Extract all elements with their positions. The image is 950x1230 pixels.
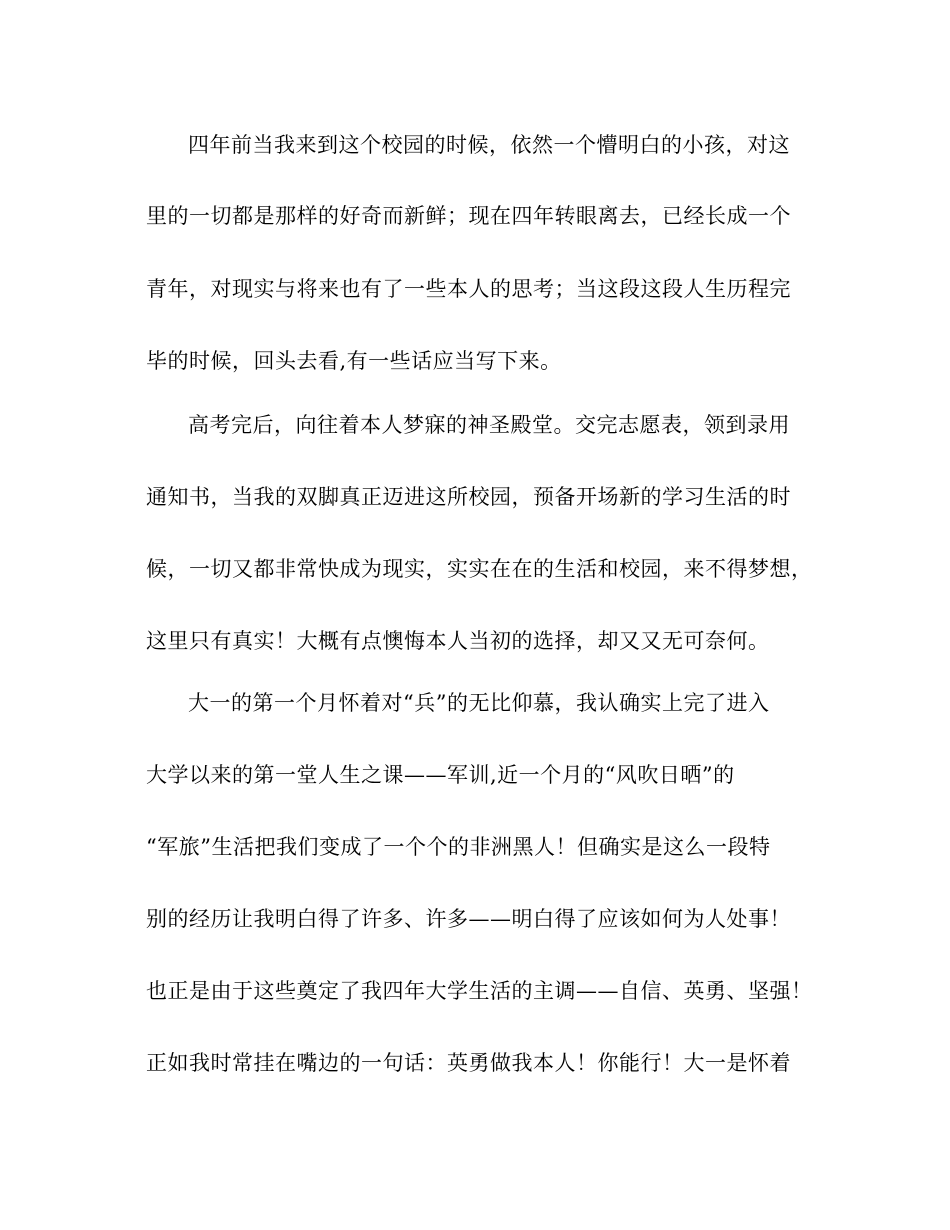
paragraph-1-line-3: 青年，对现实与将来也有了一些本人的思考；当这段这段人生历程完 xyxy=(146,277,791,301)
paragraph-2-line-1: 高考完后，向往着本人梦寐的神圣殿堂。交完志愿表，领到录用 xyxy=(188,413,790,437)
paragraph-3-line-6: 正如我时常挂在嘴边的一句话：英勇做我本人！你能行！大一是怀着 xyxy=(146,1051,791,1075)
paragraph-3-line-5: 也正是由于这些奠定了我四年大学生活的主调——自信、英勇、坚强！ xyxy=(146,979,813,1003)
paragraph-1-line-1: 四年前当我来到这个校园的时候，依然一个懵明白的小孩，对这 xyxy=(188,133,790,157)
paragraph-3-line-2: 大学以来的第一堂人生之课——军训,近一个月的“风吹日晒”的 xyxy=(146,763,735,787)
paragraph-3-line-3: “军旅”生活把我们变成了一个个的非洲黑人！但确实是这么一段特 xyxy=(146,835,771,859)
paragraph-1-line-4: 毕的时候，回头去看,有一些话应当写下来。 xyxy=(146,349,562,373)
paragraph-2-line-4: 这里只有真实！大概有点懊悔本人当初的选择，却又又无可奈何。 xyxy=(146,629,770,653)
paragraph-1-line-2: 里的一切都是那样的好奇而新鲜；现在四年转眼离去，已经长成一个 xyxy=(146,204,791,228)
paragraph-2-line-2: 通知书，当我的双脚真正迈进这所校园，预备开场新的学习生活的时 xyxy=(146,485,791,509)
paragraph-3-line-1: 大一的第一个月怀着对“兵”的无比仰慕，我认确实上完了进入 xyxy=(188,691,770,715)
paragraph-2-line-3: 候，一切又都非常快成为现实，实实在在的生活和校园，来不得梦想， xyxy=(146,557,813,581)
paragraph-3-line-4: 别的经历让我明白得了许多、许多——明白得了应该如何为人处事！ xyxy=(146,907,791,931)
